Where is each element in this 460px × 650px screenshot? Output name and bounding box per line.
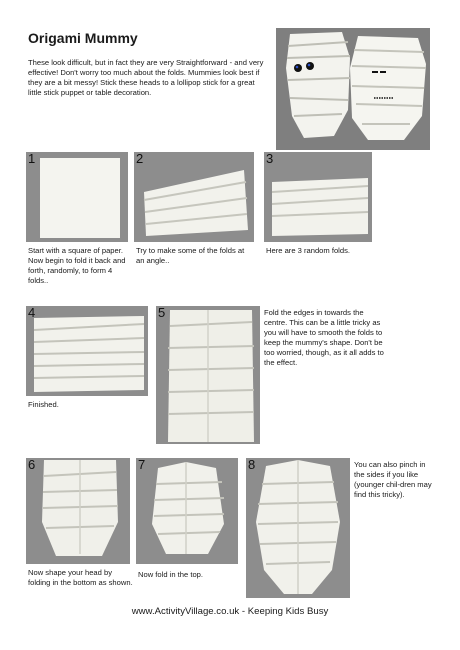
- step-5-caption: Fold the edges in towards the centre. This can be a little tricky as you will have to smooth the folds to keep the mummy's shape. Don't be too worried, though, as it all adds to the effect.: [264, 308, 384, 367]
- step-number: 5: [158, 306, 166, 320]
- step-2-caption: Try to make some of the folds at an angle..: [136, 246, 245, 265]
- step-4-caption: Finished.: [28, 400, 59, 409]
- step-6-photo: [26, 458, 130, 564]
- finished-mummies-photo: [276, 28, 430, 150]
- eye-icon: [306, 62, 314, 70]
- step-number: 2: [136, 152, 144, 166]
- step-4-photo: [26, 306, 148, 396]
- step-number: 4: [28, 306, 36, 320]
- step-8-caption: You can also pinch in the sides if you like (younger chil-dren may find this tricky).: [354, 460, 432, 499]
- step-2-photo: [134, 152, 254, 242]
- step-8-photo: [246, 458, 350, 598]
- step-3-photo: [264, 152, 372, 242]
- mummies-illustration: [276, 28, 430, 150]
- step-number: 3: [266, 152, 274, 166]
- intro-text: These look difficult, but in fact they are very Straightforward - and very effective! Don't worry too much about the folds. Mummies look best if they are a bit messy! Stick these heads to a lollipop stick for a great little stick puppet or table decoration.: [28, 58, 264, 97]
- step-7-caption: Now fold in the top.: [138, 570, 204, 579]
- step-7-photo: [136, 458, 238, 564]
- page-title: Origami Mummy: [28, 30, 138, 46]
- step-number: 1: [28, 152, 36, 166]
- step-5-photo: [156, 306, 260, 444]
- step-1-photo: [26, 152, 128, 242]
- step-number: 6: [28, 458, 36, 472]
- step-number: 8: [248, 458, 256, 472]
- footer-text: www.ActivityVillage.co.uk - Keeping Kids Busy: [131, 606, 329, 617]
- eye-icon: [294, 64, 302, 72]
- step-number: 7: [138, 458, 146, 472]
- step-6-caption: Now shape your head by folding in the bottom as shown.: [28, 568, 133, 587]
- step-3-caption: Here are 3 random folds.: [266, 246, 350, 255]
- step-1-caption: Start with a square of paper. Now begin to fold it back and forth, randomly, to form 4 folds..: [28, 246, 126, 285]
